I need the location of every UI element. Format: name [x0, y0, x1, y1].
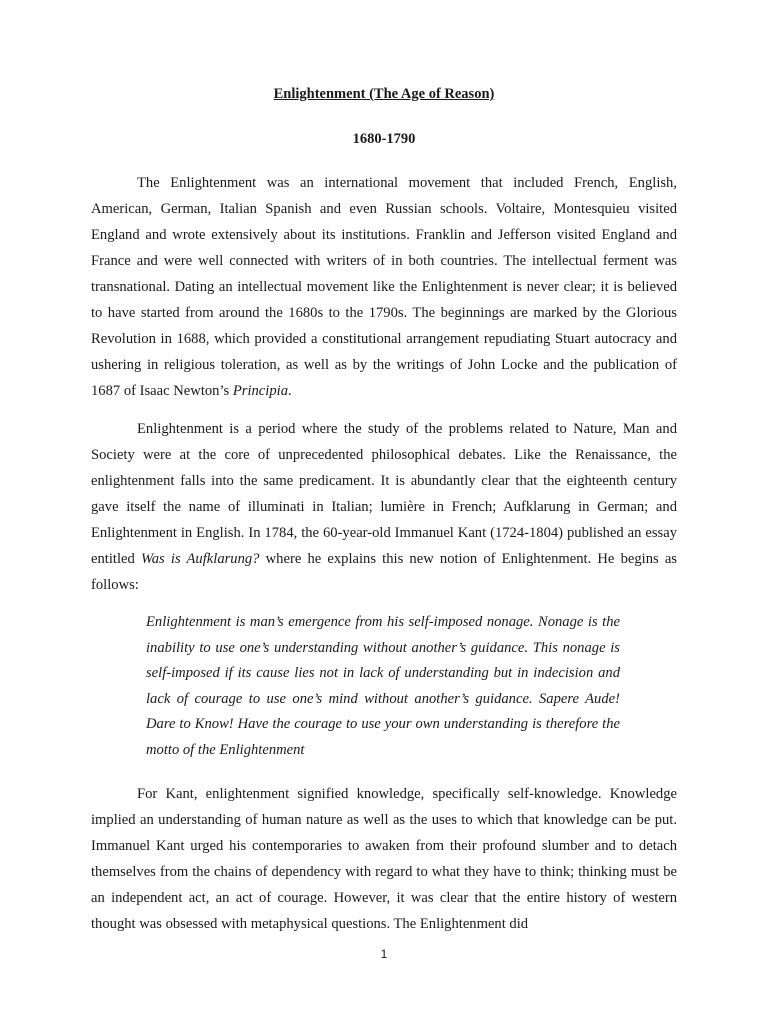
- paragraph-1-text: The Enlightenment was an international movement that included French, English, American, German, Italian Spanish and even Russian schools. Voltaire, Montesquieu visited England and wrote extensively about its institutions. Franklin and Jefferson visited England and France and were well connected with writers of in both countries. The intellectual ferment was transnational. Dating an intellectual movement like the Enlightenment is never clear; it is believed to have started from around the 1680s to the 1790s. The beginnings are marked by the Glorious Revolution in 1688, which provided a constitutional arrangement repudiating Stuart autocracy and ushering in religious toleration, as well as by the writings of John Locke and the publication of 1687 of Isaac Newton’s: [91, 175, 677, 399]
- paragraph-1-end: .: [288, 383, 292, 399]
- paragraph-4: For Kant, enlightenment signified knowledge, specifically self-knowledge. Knowledge implied an understanding of human nature as well as the uses to which that knowledge can be put. Immanuel Kant urged his contemporaries to awaken from their profound slumber and to detach themselves from the chains of dependency with regard to what they have to think; thinking must be an independent act, an act of courage. However, it was clear that the entire history of western thought was obsessed with metaphysical questions. The Enlightenment did: [91, 786, 677, 932]
- document-title: Enlightenment (The Age of Reason): [273, 86, 495, 102]
- paragraph-2: [91, 416, 677, 598]
- paragraph-2-end: where he explains this new notion of Enlightenment. He begins as follows:: [91, 551, 677, 593]
- paragraph-1-emphasis: Principia: [232, 383, 288, 399]
- block-quote: Enlightenment is man’s emergence from his self-imposed nonage. Nonage is the inability to use one’s understanding without another’s guidance. This nonage is self-imposed if its cause lies not in lack of understanding but in indecision and lack of courage to use one’s mind without another’s guidance. Sapere Aude! Dare to Know! Have the courage to use your own understanding is therefore the motto of the Enlightenment: [146, 614, 620, 758]
- document-dates: 1680-1790: [352, 131, 416, 147]
- paragraph-2-emphasis: Was is Aufklarung?: [140, 551, 260, 567]
- page-number: 1: [380, 947, 388, 961]
- paragraph-2-text: Enlightenment is a period where the study of the problems related to Nature, Man and Society were at the core of unprecedented philosophical debates. Like the Renaissance, the enlightenment falls into the same predicament. It is abundantly clear that the eighteenth century gave itself the name of illuminati in Italian; lumière in French; Aufklarung in German; and Enlightenment in English. In 1784, the 60-year-old Immanuel Kant (1724-1804) published an essay entitled: [91, 421, 677, 567]
- paragraph-1: [91, 170, 677, 404]
